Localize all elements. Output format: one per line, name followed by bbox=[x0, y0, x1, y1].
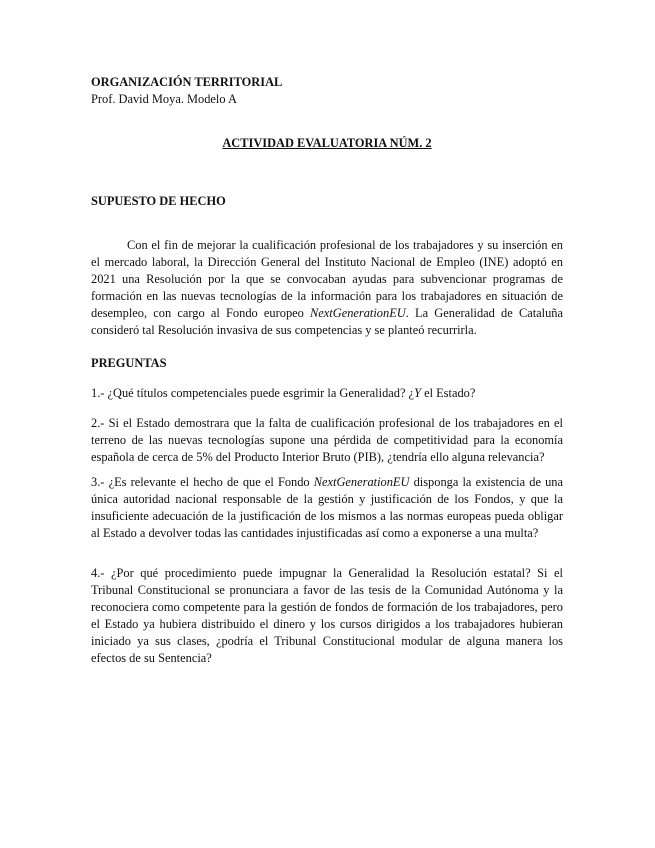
question-3 bbox=[91, 474, 563, 542]
facts-heading: SUPUESTO DE HECHO bbox=[91, 194, 226, 208]
activity-title-text: ACTIVIDAD EVALUATORIA NÚM. 2 bbox=[222, 136, 432, 150]
question-1 bbox=[91, 385, 563, 402]
question-1-part2: el Estado? bbox=[420, 386, 476, 400]
question-3-part1: 3.- ¿Es relevante el hecho de que el Fondo bbox=[91, 475, 314, 489]
question-1-part1: 1.- ¿Qué títulos competenciales puede esgrimir la Generalidad? ¿ bbox=[91, 386, 415, 400]
facts-text-part2: . La Generalidad de Cataluña consideró tal Resolución invasiva de sus competencias y se planteó recurrirla. bbox=[91, 306, 563, 337]
question-3-part2: disponga la existencia de una única autoridad nacional responsable de la gestión y justificación de los Fondos, y que la insuficiente adecuación de la justificación de los mismos a las normas europeas pueda obligar al Estado a devolver todas las cantidades injustificadas así como a exponerse a una multa? bbox=[91, 475, 563, 540]
question-1-italic: Y bbox=[414, 386, 421, 400]
activity-title bbox=[91, 135, 563, 152]
question-2: 2.- Si el Estado demostrara que la falta de cualificación profesional de los trabajadores en el terreno de las nuevas tecnologías supone una pérdida de competitividad para la economía española de cerca de 5% del Producto Interior Bruto (PIB), ¿tendría ello alguna relevancia? bbox=[91, 416, 563, 464]
facts-text-part1: Con el fin de mejorar la cualificación profesional de los trabajadores y su inserción en el mercado laboral, la Dirección General del Instituto Nacional de Empleo (INE) adoptó en 2021 una Resolución por la que se convocaban ayudas para subvencionar programas de formación en las nuevas tecnologías de la información para los trabajadores en situación de desempleo, con cargo al Fondo europeo bbox=[91, 238, 563, 320]
course-title: ORGANIZACIÓN TERRITORIAL bbox=[91, 75, 283, 89]
professor-line: Prof. David Moya. Modelo A bbox=[91, 92, 237, 106]
facts-fund-name: NextGenerationEU bbox=[310, 306, 406, 320]
question-3-fund-name: NextGenerationEU bbox=[313, 475, 410, 489]
facts-paragraph bbox=[91, 237, 563, 339]
question-4: 4.- ¿Por qué procedimiento puede impugnar la Generalidad la Resolución estatal? Si el Tribunal Constitucional se pronunciara a favor de las tesis de la Comunidad Autónoma y la reconociera como competente para la gestión de fondos de formación de los trabajadores, pero el Estado ya hubiera distribuido el dinero y los cursos dirigidos a los trabajadores hubieran iniciado ya sus clases, ¿podría el Tribunal Constitucional modular de alguna manera los efectos de su Sentencia? bbox=[91, 566, 563, 665]
questions-heading: PREGUNTAS bbox=[91, 356, 167, 370]
